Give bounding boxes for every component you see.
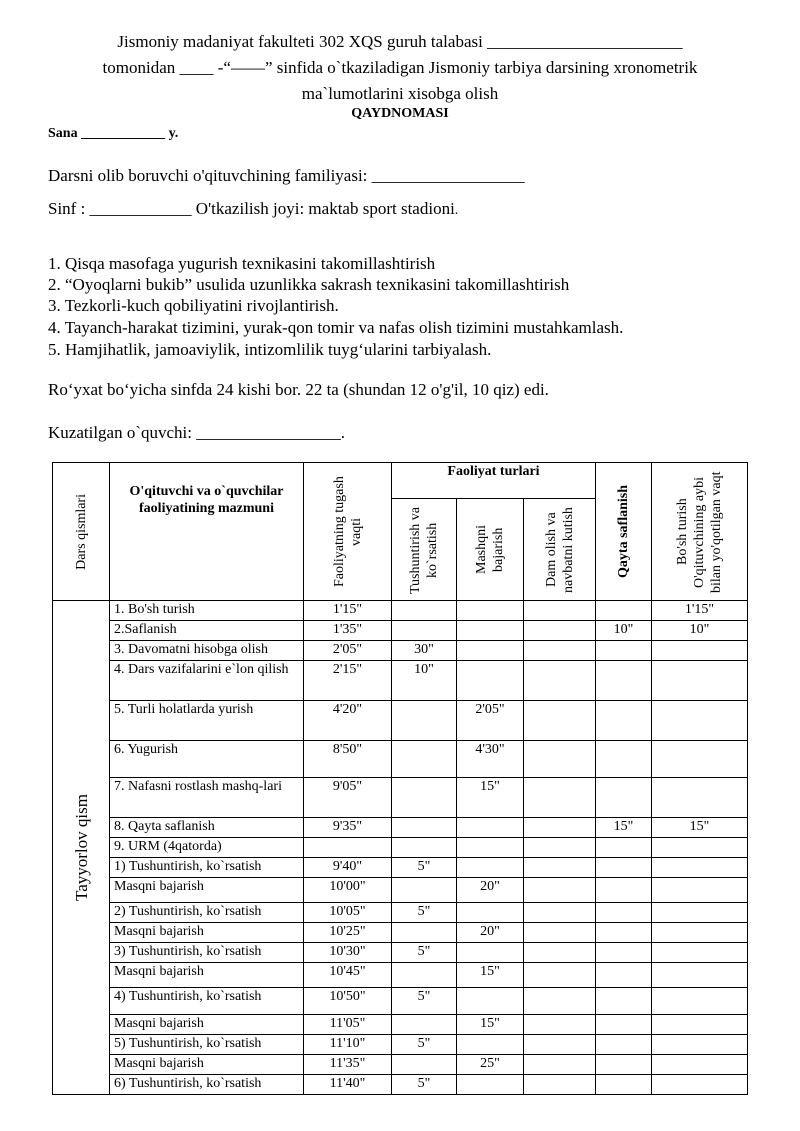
regroup-cell <box>596 988 652 1015</box>
idle-cell <box>652 641 748 661</box>
rest-cell <box>524 1015 596 1035</box>
regroup-cell <box>596 1055 652 1075</box>
exercise-cell <box>457 1075 524 1095</box>
table-row <box>53 878 748 903</box>
activity-cell: 4) Tushuntirish, ko`rsatish <box>110 988 304 1015</box>
rest-cell <box>524 661 596 701</box>
header-dars-qismlari: Dars qismlari <box>53 463 110 601</box>
explain-cell: 5" <box>392 1035 457 1055</box>
idle-cell <box>652 661 748 701</box>
end-time-cell: 1'15" <box>304 601 392 621</box>
rest-cell <box>524 601 596 621</box>
table-row <box>53 858 748 878</box>
explain-cell <box>392 923 457 943</box>
exercise-cell: 15" <box>457 963 524 988</box>
header-line-2: tomonidan ____ -“——” sinfida o`tkaziladigan Jismoniy tarbiya darsining xronometrik <box>102 58 698 77</box>
regroup-cell <box>596 661 652 701</box>
exercise-cell: 15" <box>457 778 524 818</box>
idle-cell <box>652 701 748 741</box>
table-row <box>53 1035 748 1055</box>
explain-cell <box>392 741 457 778</box>
explain-cell: 5" <box>392 988 457 1015</box>
regroup-cell <box>596 1075 652 1095</box>
roster-line: Ro‘yxat bo‘yicha sinfda 24 kishi bor. 22 ta (shundan 12 o'g'il, 10 qiz) edi. <box>48 380 549 399</box>
idle-cell <box>652 1015 748 1035</box>
explain-cell <box>392 818 457 838</box>
idle-cell <box>652 778 748 818</box>
idle-cell <box>652 943 748 963</box>
exercise-cell <box>457 818 524 838</box>
exercise-cell <box>457 943 524 963</box>
idle-cell <box>652 963 748 988</box>
idle-cell <box>652 903 748 923</box>
exercise-cell: 20" <box>457 923 524 943</box>
end-time-cell: 2'05" <box>304 641 392 661</box>
table-row <box>53 641 748 661</box>
end-time-cell: 9'05" <box>304 778 392 818</box>
idle-cell: 1'15" <box>652 601 748 621</box>
idle-cell <box>652 858 748 878</box>
activity-cell: 7. Nafasni rostlash mashq-lari <box>110 778 304 818</box>
end-time-cell: 9'35" <box>304 818 392 838</box>
table-row <box>53 621 748 641</box>
explain-cell <box>392 778 457 818</box>
header-bosh-turish: Bo'sh turish O'qituvchining aybi bilan yo'qotilgan vaqt <box>652 463 748 601</box>
end-time-cell: 10'00" <box>304 878 392 903</box>
regroup-cell: 15" <box>596 818 652 838</box>
regroup-cell <box>596 963 652 988</box>
header-line-1: Jismoniy madaniyat fakulteti 302 XQS guruh talabasi _______________________ <box>117 32 683 51</box>
activity-cell: Masqni bajarish <box>110 1015 304 1035</box>
exercise-cell <box>457 641 524 661</box>
header-tushuntirish: Tushuntirish va ko`rsatish <box>392 499 457 601</box>
idle-cell: 10" <box>652 621 748 641</box>
end-time-cell: 11'05" <box>304 1015 392 1035</box>
explain-cell <box>392 963 457 988</box>
rest-cell <box>524 641 596 661</box>
idle-cell <box>652 1035 748 1055</box>
end-time-cell: 10'25" <box>304 923 392 943</box>
explain-cell: 30" <box>392 641 457 661</box>
activity-cell: Masqni bajarish <box>110 878 304 903</box>
end-time-cell: 2'15" <box>304 661 392 701</box>
end-time-cell: 11'35" <box>304 1055 392 1075</box>
activity-cell: 3) Tushuntirish, ko`rsatish <box>110 943 304 963</box>
rest-cell <box>524 741 596 778</box>
task-5: 5. Hamjihatlik, jamoaviylik, intizomlilik tuyg‘ularini tarbiyalash. <box>48 340 492 359</box>
end-time-cell: 1'35" <box>304 621 392 641</box>
explain-cell: 5" <box>392 903 457 923</box>
exercise-cell <box>457 838 524 858</box>
table-body <box>53 601 748 1095</box>
rest-cell <box>524 878 596 903</box>
end-time-cell: 11'40" <box>304 1075 392 1095</box>
rest-cell <box>524 701 596 741</box>
activity-cell: Masqni bajarish <box>110 923 304 943</box>
exercise-cell: 2'05" <box>457 701 524 741</box>
header-line-3: ma`lumotlarini xisobga olish <box>301 84 499 103</box>
idle-cell <box>652 923 748 943</box>
table-row <box>53 661 748 701</box>
idle-cell: 15" <box>652 818 748 838</box>
regroup-cell <box>596 641 652 661</box>
explain-cell: 5" <box>392 943 457 963</box>
rest-cell <box>524 1075 596 1095</box>
document-title: QAYDNOMASI <box>351 106 449 121</box>
exercise-cell: 20" <box>457 878 524 903</box>
idle-cell <box>652 838 748 858</box>
regroup-cell <box>596 1035 652 1055</box>
table-row <box>53 778 748 818</box>
exercise-cell: 25" <box>457 1055 524 1075</box>
table-row <box>53 1075 748 1095</box>
regroup-cell <box>596 903 652 923</box>
explain-cell <box>392 701 457 741</box>
chronometry-table <box>52 462 748 1095</box>
activity-cell: 8. Qayta saflanish <box>110 818 304 838</box>
exercise-cell <box>457 858 524 878</box>
rest-cell <box>524 1055 596 1075</box>
header-tugash-vaqti: Faoliyatning tugash vaqti <box>304 463 392 601</box>
end-time-cell: 11'10" <box>304 1035 392 1055</box>
task-3: 3. Tezkorli-kuch qobiliyatini rivojlantirish. <box>48 296 339 315</box>
table-row <box>53 838 748 858</box>
exercise-cell <box>457 903 524 923</box>
rest-cell <box>524 621 596 641</box>
activity-cell: 2) Tushuntirish, ko`rsatish <box>110 903 304 923</box>
rest-cell <box>524 838 596 858</box>
exercise-cell <box>457 988 524 1015</box>
exercise-cell <box>457 621 524 641</box>
regroup-cell <box>596 701 652 741</box>
explain-cell <box>392 838 457 858</box>
exercise-cell: 4'30" <box>457 741 524 778</box>
explain-cell <box>392 621 457 641</box>
table-row <box>53 943 748 963</box>
task-2: 2. “Oyoqlarni bukib” usulida uzunlikka sakrash texnikasini takomillashtirish <box>48 275 570 294</box>
activity-cell: 5) Tushuntirish, ko`rsatish <box>110 1035 304 1055</box>
regroup-cell <box>596 858 652 878</box>
activity-cell: 1) Tushuntirish, ko`rsatish <box>110 858 304 878</box>
table-row <box>53 601 748 621</box>
table-row <box>53 741 748 778</box>
table-row <box>53 963 748 988</box>
task-1: 1. Qisqa masofaga yugurish texnikasini takomillashtirish <box>48 254 436 273</box>
header-mashq: Mashqni bajarish <box>457 499 524 601</box>
rest-cell <box>524 943 596 963</box>
idle-cell <box>652 1075 748 1095</box>
rest-cell <box>524 923 596 943</box>
end-time-cell: 10'30" <box>304 943 392 963</box>
class-location-line <box>48 199 458 219</box>
rest-cell <box>524 1035 596 1055</box>
date-line: Sana ____________ y. <box>48 126 179 141</box>
class-location-dot: . <box>454 203 459 218</box>
regroup-cell <box>596 741 652 778</box>
rest-cell <box>524 858 596 878</box>
activity-cell: 3. Davomatni hisobga olish <box>110 641 304 661</box>
activity-cell: 6. Yugurish <box>110 741 304 778</box>
header-qayta-saflanish: Qayta saflanish <box>596 463 652 601</box>
explain-cell: 10" <box>392 661 457 701</box>
explain-cell <box>392 1015 457 1035</box>
regroup-cell: 10" <box>596 621 652 641</box>
table-row <box>53 818 748 838</box>
header-mazmun: O'qituvchi va o`quvchilar faoliyatining mazmuni <box>110 463 304 601</box>
explain-cell: 5" <box>392 1075 457 1095</box>
idle-cell <box>652 741 748 778</box>
regroup-cell <box>596 878 652 903</box>
end-time-cell <box>304 838 392 858</box>
regroup-cell <box>596 943 652 963</box>
explain-cell <box>392 1055 457 1075</box>
header-dam-olish: Dam olish va navbatni kutish <box>524 499 596 601</box>
activity-cell: Masqni bajarish <box>110 963 304 988</box>
table-row <box>53 701 748 741</box>
header-faoliyat-turlari: Faoliyat turlari <box>392 463 596 499</box>
end-time-cell: 4'20" <box>304 701 392 741</box>
activity-cell: 2.Saflanish <box>110 621 304 641</box>
table-row <box>53 923 748 943</box>
explain-cell <box>392 878 457 903</box>
activity-cell: 1. Bo'sh turish <box>110 601 304 621</box>
activity-cell: 6) Tushuntirish, ko`rsatish <box>110 1075 304 1095</box>
exercise-cell: 15" <box>457 1015 524 1035</box>
exercise-cell <box>457 601 524 621</box>
table-row <box>53 903 748 923</box>
end-time-cell: 10'50" <box>304 988 392 1015</box>
regroup-cell <box>596 1015 652 1035</box>
exercise-cell <box>457 1035 524 1055</box>
part-name-cell: Tayyorlov qism <box>53 601 110 1095</box>
idle-cell <box>652 1055 748 1075</box>
table-row <box>53 1055 748 1075</box>
idle-cell <box>652 988 748 1015</box>
end-time-cell: 8'50" <box>304 741 392 778</box>
regroup-cell <box>596 923 652 943</box>
table-row <box>53 1015 748 1035</box>
activity-cell: 5. Turli holatlarda yurish <box>110 701 304 741</box>
activity-cell: 9. URM (4qatorda) <box>110 838 304 858</box>
rest-cell <box>524 988 596 1015</box>
rest-cell <box>524 903 596 923</box>
regroup-cell <box>596 778 652 818</box>
end-time-cell: 10'05" <box>304 903 392 923</box>
observed-student-line: Kuzatilgan o`quvchi: _________________. <box>48 423 345 442</box>
regroup-cell <box>596 601 652 621</box>
class-location-text: Sinf : ____________ O'tkazilish joyi: maktab sport stadioni <box>48 199 455 218</box>
activity-cell: Masqni bajarish <box>110 1055 304 1075</box>
rest-cell <box>524 818 596 838</box>
regroup-cell <box>596 838 652 858</box>
rest-cell <box>524 963 596 988</box>
teacher-line: Darsni olib boruvchi o'qituvchining familiyasi: __________________ <box>48 166 525 185</box>
rest-cell <box>524 778 596 818</box>
table-row <box>53 988 748 1015</box>
end-time-cell: 10'45" <box>304 963 392 988</box>
task-4: 4. Tayanch-harakat tizimini, yurak-qon tomir va nafas olish tizimini mustahkamlash. <box>48 318 624 337</box>
explain-cell: 5" <box>392 858 457 878</box>
activity-cell: 4. Dars vazifalarini e`lon qilish <box>110 661 304 701</box>
idle-cell <box>652 878 748 903</box>
end-time-cell: 9'40" <box>304 858 392 878</box>
explain-cell <box>392 601 457 621</box>
exercise-cell <box>457 661 524 701</box>
